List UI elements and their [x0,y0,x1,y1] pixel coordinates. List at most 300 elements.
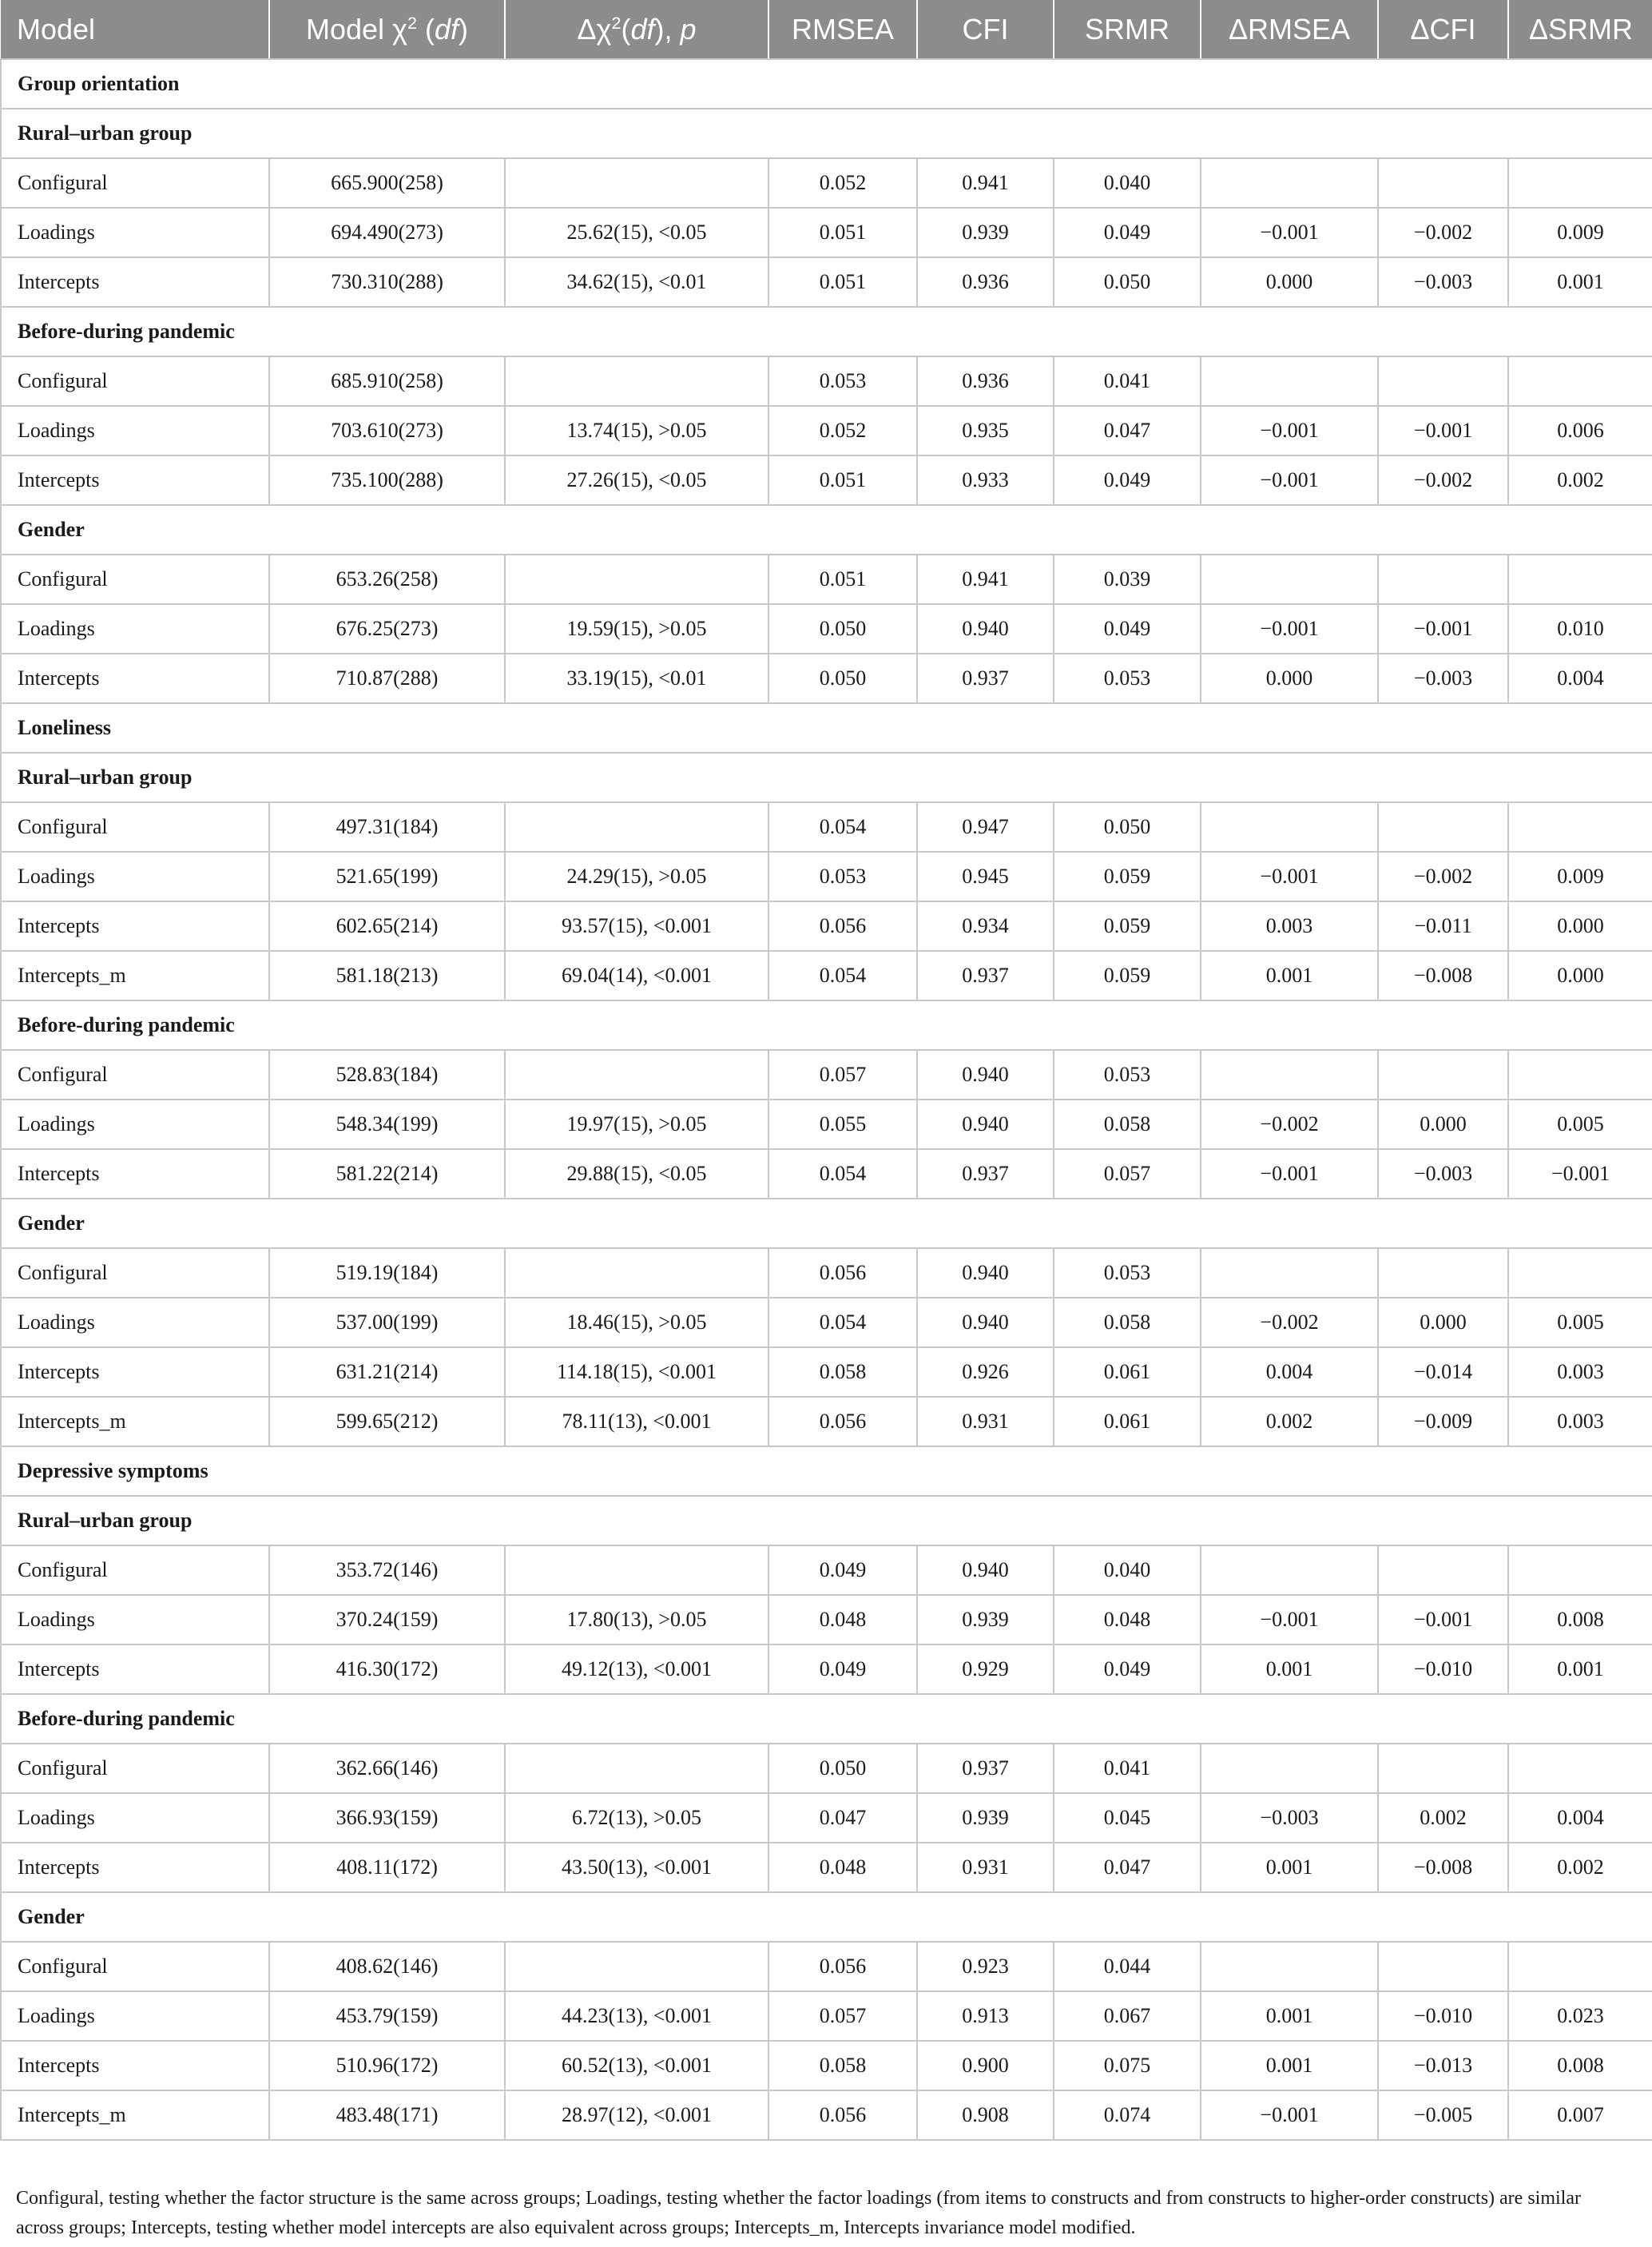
cell-delta: 19.59(15), >0.05 [505,604,768,654]
cell-chi: 581.22(214) [269,1149,505,1199]
cell-d-srmr [1508,555,1652,604]
header-model-chi-square: Model $\chi^2$ (df) [269,0,505,59]
cell-srmr: 0.059 [1054,901,1201,951]
header-delta-rmsea: ΔRMSEA [1201,0,1378,59]
cell-d-srmr: 0.001 [1508,257,1652,307]
cell-chi: 703.610(273) [269,406,505,455]
cell-cfi: 0.926 [917,1347,1054,1397]
header-rmsea: RMSEA [768,0,917,59]
cell-d-cfi: −0.001 [1378,604,1508,654]
cell-rmsea: 0.049 [768,1644,917,1694]
cell-model: Intercepts_m [1,2090,269,2140]
cell-d-cfi [1378,158,1508,208]
cell-d-rmsea: −0.001 [1201,2090,1378,2140]
cell-delta [505,1248,768,1298]
cell-cfi: 0.940 [917,1248,1054,1298]
section-header-row [1,109,1652,158]
cell-d-cfi: −0.013 [1378,2041,1508,2090]
cell-d-srmr: 0.007 [1508,2090,1652,2140]
cell-rmsea: 0.054 [768,802,917,852]
cell-d-rmsea: 0.003 [1201,901,1378,951]
cell-d-rmsea: 0.001 [1201,2041,1378,2090]
cell-model: Configural [1,802,269,852]
cell-cfi: 0.940 [917,1298,1054,1347]
cell-cfi: 0.940 [917,1545,1054,1595]
section-header-row [1,505,1652,555]
cell-d-rmsea: 0.001 [1201,1991,1378,2041]
cell-chi: 497.31(184) [269,802,505,852]
cell-cfi: 0.936 [917,257,1054,307]
cell-chi: 631.21(214) [269,1347,505,1397]
cell-d-cfi [1378,1248,1508,1298]
cell-d-srmr: 0.004 [1508,1793,1652,1843]
cell-d-srmr: 0.010 [1508,604,1652,654]
cell-model: Configural [1,555,269,604]
cell-rmsea: 0.056 [768,1397,917,1446]
section-header-row [1,1446,1652,1496]
cell-d-cfi: −0.014 [1378,1347,1508,1397]
cell-delta: 69.04(14), <0.001 [505,951,768,1000]
cell-d-srmr: 0.000 [1508,901,1652,951]
cell-d-rmsea [1201,1744,1378,1793]
header-chi-df: df [434,12,459,46]
header-delta-p: p [680,12,697,46]
header-cfi: CFI [917,0,1054,59]
table-row [1,1545,1652,1595]
cell-d-rmsea: −0.001 [1201,1595,1378,1644]
header-delta-chi-square: $\Delta\chi^2(df)$, p [505,0,768,59]
cell-cfi: 0.945 [917,852,1054,901]
section-label: Before-during pandemic [1,1000,1652,1050]
table-row [1,1644,1652,1694]
cell-d-srmr [1508,1545,1652,1595]
cell-rmsea: 0.052 [768,158,917,208]
cell-model: Intercepts [1,1347,269,1397]
cell-d-srmr [1508,1744,1652,1793]
section-header-row [1,753,1652,802]
cell-d-cfi [1378,802,1508,852]
cell-rmsea: 0.054 [768,951,917,1000]
cell-srmr: 0.059 [1054,852,1201,901]
section-header-row [1,703,1652,753]
cell-srmr: 0.040 [1054,158,1201,208]
cell-model: Intercepts [1,455,269,505]
header-delta-srmr: ΔSRMR [1508,0,1652,59]
table-row [1,1347,1652,1397]
cell-rmsea: 0.050 [768,1744,917,1793]
cell-chi: 366.93(159) [269,1793,505,1843]
cell-d-cfi: −0.003 [1378,1149,1508,1199]
cell-model: Configural [1,1248,269,1298]
cell-model: Intercepts_m [1,1397,269,1446]
cell-chi: 519.19(184) [269,1248,505,1298]
cell-cfi: 0.923 [917,1942,1054,1991]
cell-d-srmr: 0.002 [1508,455,1652,505]
cell-d-cfi: −0.003 [1378,654,1508,703]
cell-chi: 416.30(172) [269,1644,505,1694]
cell-d-cfi [1378,555,1508,604]
cell-model: Intercepts [1,654,269,703]
section-label: Gender [1,505,1652,555]
table-row [1,2090,1652,2140]
cell-d-rmsea [1201,158,1378,208]
cell-rmsea: 0.057 [768,1050,917,1100]
cell-cfi: 0.940 [917,1050,1054,1100]
cell-d-srmr: 0.005 [1508,1298,1652,1347]
cell-d-cfi: 0.002 [1378,1793,1508,1843]
cell-model: Configural [1,158,269,208]
cell-chi: 694.490(273) [269,208,505,257]
cell-rmsea: 0.053 [768,852,917,901]
cell-chi: 453.79(159) [269,1991,505,2041]
cell-model: Configural [1,356,269,406]
table-row [1,555,1652,604]
cell-d-rmsea: −0.003 [1201,1793,1378,1843]
cell-d-cfi [1378,356,1508,406]
cell-cfi: 0.900 [917,2041,1054,2090]
cell-d-cfi: −0.002 [1378,852,1508,901]
table-row [1,406,1652,455]
table-row [1,1793,1652,1843]
section-header-row [1,1694,1652,1744]
cell-rmsea: 0.057 [768,1991,917,2041]
cell-srmr: 0.053 [1054,1248,1201,1298]
cell-cfi: 0.935 [917,406,1054,455]
table-row [1,1248,1652,1298]
cell-cfi: 0.939 [917,208,1054,257]
cell-rmsea: 0.058 [768,1347,917,1397]
cell-rmsea: 0.055 [768,1100,917,1149]
cell-d-srmr [1508,1942,1652,1991]
cell-delta [505,555,768,604]
cell-d-rmsea [1201,1942,1378,1991]
cell-model: Intercepts [1,901,269,951]
cell-chi: 362.66(146) [269,1744,505,1793]
cell-model: Intercepts [1,1149,269,1199]
header-srmr: SRMR [1054,0,1201,59]
cell-rmsea: 0.052 [768,406,917,455]
cell-srmr: 0.053 [1054,1050,1201,1100]
table-header [1,0,1652,59]
cell-chi: 602.65(214) [269,901,505,951]
cell-rmsea: 0.048 [768,1595,917,1644]
cell-d-rmsea: −0.002 [1201,1100,1378,1149]
cell-srmr: 0.057 [1054,1149,1201,1199]
header-chi-superscript: 2 [407,12,417,33]
cell-d-rmsea: −0.001 [1201,208,1378,257]
section-header-row [1,1496,1652,1545]
table-footnote: Configural, testing whether the factor structure is the same across groups; Loadings, testing whether the factor loadings (from items to constructs and from constructs to higher-order constructs) are similar across groups; Intercepts, testing whether model intercepts are also equivalent across groups; Intercepts_m, Intercepts invariance model modified. [16,2188,1581,2238]
cell-chi: 353.72(146) [269,1545,505,1595]
cell-srmr: 0.045 [1054,1793,1201,1843]
cell-d-rmsea: −0.001 [1201,1149,1378,1199]
header-delta-df: df [630,12,655,46]
cell-chi: 370.24(159) [269,1595,505,1644]
cell-rmsea: 0.056 [768,2090,917,2140]
cell-cfi: 0.939 [917,1595,1054,1644]
cell-model: Loadings [1,1595,269,1644]
section-header-row [1,1000,1652,1050]
cell-srmr: 0.040 [1054,1545,1201,1595]
cell-d-srmr: 0.008 [1508,1595,1652,1644]
cell-delta: 34.62(15), <0.01 [505,257,768,307]
cell-d-rmsea [1201,1545,1378,1595]
cell-d-cfi: −0.005 [1378,2090,1508,2140]
cell-cfi: 0.929 [917,1644,1054,1694]
table-row [1,1991,1652,2041]
cell-srmr: 0.039 [1054,555,1201,604]
table-row [1,1149,1652,1199]
cell-rmsea: 0.051 [768,208,917,257]
cell-model: Configural [1,1744,269,1793]
cell-cfi: 0.934 [917,901,1054,951]
table-row [1,257,1652,307]
section-label: Depressive symptoms [1,1446,1652,1496]
cell-chi: 665.900(258) [269,158,505,208]
cell-delta [505,802,768,852]
cell-d-srmr: 0.009 [1508,852,1652,901]
cell-d-cfi: −0.010 [1378,1644,1508,1694]
header-row [1,0,1652,59]
cell-rmsea: 0.058 [768,2041,917,2090]
cell-rmsea: 0.050 [768,654,917,703]
cell-srmr: 0.067 [1054,1991,1201,2041]
cell-model: Configural [1,1942,269,1991]
cell-delta [505,356,768,406]
cell-chi: 537.00(199) [269,1298,505,1347]
cell-chi: 528.83(184) [269,1050,505,1100]
cell-delta: 44.23(13), <0.001 [505,1991,768,2041]
cell-chi: 676.25(273) [269,604,505,654]
cell-delta [505,1050,768,1100]
table-row [1,951,1652,1000]
cell-srmr: 0.050 [1054,257,1201,307]
cell-delta: 29.88(15), <0.05 [505,1149,768,1199]
cell-d-cfi: −0.009 [1378,1397,1508,1446]
cell-model: Loadings [1,208,269,257]
header-model: Model [1,0,269,59]
table-row [1,356,1652,406]
cell-d-cfi [1378,1942,1508,1991]
cell-model: Loadings [1,852,269,901]
table-row [1,1744,1652,1793]
table-row [1,1397,1652,1446]
cell-delta: 6.72(13), >0.05 [505,1793,768,1843]
table-row [1,852,1652,901]
section-label: Rural–urban group [1,109,1652,158]
cell-model: Loadings [1,1100,269,1149]
cell-srmr: 0.061 [1054,1397,1201,1446]
cell-d-srmr: 0.023 [1508,1991,1652,2041]
cell-srmr: 0.058 [1054,1298,1201,1347]
cell-d-rmsea: 0.001 [1201,1644,1378,1694]
cell-model: Intercepts [1,257,269,307]
cell-rmsea: 0.049 [768,1545,917,1595]
section-header-row [1,1892,1652,1942]
header-delta-label: Δχ [577,12,612,46]
cell-chi: 735.100(288) [269,455,505,505]
cell-cfi: 0.940 [917,1100,1054,1149]
cell-rmsea: 0.056 [768,1942,917,1991]
cell-srmr: 0.049 [1054,604,1201,654]
table-row [1,1100,1652,1149]
cell-cfi: 0.933 [917,455,1054,505]
cell-srmr: 0.047 [1054,1843,1201,1892]
cell-delta: 24.29(15), >0.05 [505,852,768,901]
section-label: Loneliness [1,703,1652,753]
cell-delta: 78.11(13), <0.001 [505,1397,768,1446]
cell-delta: 33.19(15), <0.01 [505,654,768,703]
cell-d-rmsea [1201,555,1378,604]
section-header-row [1,59,1652,109]
cell-rmsea: 0.051 [768,455,917,505]
cell-delta: 60.52(13), <0.001 [505,2041,768,2090]
cell-cfi: 0.937 [917,654,1054,703]
cell-d-srmr: 0.002 [1508,1843,1652,1892]
cell-d-rmsea: −0.002 [1201,1298,1378,1347]
cell-d-cfi: −0.008 [1378,1843,1508,1892]
cell-chi: 581.18(213) [269,951,505,1000]
cell-model: Loadings [1,1793,269,1843]
cell-d-cfi: −0.008 [1378,951,1508,1000]
cell-d-rmsea: −0.001 [1201,604,1378,654]
section-label: Before-during pandemic [1,1694,1652,1744]
cell-model: Intercepts [1,1644,269,1694]
cell-rmsea: 0.054 [768,1298,917,1347]
cell-rmsea: 0.051 [768,555,917,604]
table-row [1,1298,1652,1347]
cell-d-srmr [1508,158,1652,208]
cell-delta: 19.97(15), >0.05 [505,1100,768,1149]
cell-cfi: 0.937 [917,1149,1054,1199]
cell-d-srmr: 0.004 [1508,654,1652,703]
table-row [1,1942,1652,1991]
cell-chi: 653.26(258) [269,555,505,604]
table-row [1,901,1652,951]
cell-rmsea: 0.054 [768,1149,917,1199]
cell-srmr: 0.075 [1054,2041,1201,2090]
cell-d-cfi: −0.001 [1378,406,1508,455]
cell-srmr: 0.050 [1054,802,1201,852]
cell-rmsea: 0.056 [768,1248,917,1298]
cell-d-cfi: 0.000 [1378,1100,1508,1149]
section-header-row [1,307,1652,356]
cell-srmr: 0.053 [1054,654,1201,703]
cell-model: Loadings [1,1298,269,1347]
cell-chi: 408.62(146) [269,1942,505,1991]
header-chi-label: Model χ [306,12,407,46]
cell-srmr: 0.074 [1054,2090,1201,2140]
cell-d-srmr [1508,802,1652,852]
header-delta-superscript: 2 [611,12,621,33]
cell-cfi: 0.937 [917,951,1054,1000]
cell-d-srmr: 0.006 [1508,406,1652,455]
cell-srmr: 0.049 [1054,455,1201,505]
cell-delta [505,1942,768,1991]
cell-rmsea: 0.053 [768,356,917,406]
cell-d-srmr: 0.009 [1508,208,1652,257]
cell-srmr: 0.061 [1054,1347,1201,1397]
cell-delta: 25.62(15), <0.05 [505,208,768,257]
cell-d-rmsea: 0.000 [1201,257,1378,307]
section-label: Rural–urban group [1,753,1652,802]
cell-model: Loadings [1,1991,269,2041]
cell-d-srmr: 0.000 [1508,951,1652,1000]
cell-d-srmr: −0.001 [1508,1149,1652,1199]
table-row [1,1595,1652,1644]
cell-rmsea: 0.056 [768,901,917,951]
table-row [1,604,1652,654]
cell-d-rmsea: 0.001 [1201,1843,1378,1892]
cell-delta: 43.50(13), <0.001 [505,1843,768,1892]
cell-cfi: 0.931 [917,1843,1054,1892]
cell-d-srmr: 0.005 [1508,1100,1652,1149]
cell-chi: 685.910(258) [269,356,505,406]
cell-srmr: 0.049 [1054,208,1201,257]
cell-rmsea: 0.051 [768,257,917,307]
section-label: Rural–urban group [1,1496,1652,1545]
section-label: Gender [1,1892,1652,1942]
cell-rmsea: 0.047 [768,1793,917,1843]
cell-model: Intercepts_m [1,951,269,1000]
cell-d-cfi: 0.000 [1378,1298,1508,1347]
cell-model: Configural [1,1050,269,1100]
header-delta-separator: ), [654,12,681,46]
cell-cfi: 0.940 [917,604,1054,654]
cell-model: Intercepts [1,2041,269,2090]
cell-cfi: 0.936 [917,356,1054,406]
cell-srmr: 0.049 [1054,1644,1201,1694]
cell-cfi: 0.941 [917,158,1054,208]
cell-d-cfi: −0.003 [1378,257,1508,307]
cell-d-cfi: −0.002 [1378,208,1508,257]
cell-d-srmr [1508,356,1652,406]
cell-d-rmsea: −0.001 [1201,852,1378,901]
cell-d-srmr: 0.003 [1508,1347,1652,1397]
cell-d-cfi [1378,1545,1508,1595]
cell-chi: 521.65(199) [269,852,505,901]
cell-cfi: 0.931 [917,1397,1054,1446]
cell-d-cfi [1378,1744,1508,1793]
cell-delta [505,1545,768,1595]
cell-model: Configural [1,1545,269,1595]
cell-d-srmr [1508,1248,1652,1298]
cell-d-srmr [1508,1050,1652,1100]
cell-delta: 114.18(15), <0.001 [505,1347,768,1397]
cell-d-cfi [1378,1050,1508,1100]
cell-cfi: 0.913 [917,1991,1054,2041]
cell-d-rmsea: −0.001 [1201,455,1378,505]
cell-chi: 599.65(212) [269,1397,505,1446]
cell-chi: 548.34(199) [269,1100,505,1149]
cell-d-cfi: −0.011 [1378,901,1508,951]
cell-chi: 510.96(172) [269,2041,505,2090]
table-row [1,1050,1652,1100]
table-body [1,59,1652,2140]
cell-rmsea: 0.050 [768,604,917,654]
cell-delta [505,1744,768,1793]
cell-model: Intercepts [1,1843,269,1892]
cell-delta: 93.57(15), <0.001 [505,901,768,951]
section-label: Before-during pandemic [1,307,1652,356]
cell-chi: 483.48(171) [269,2090,505,2140]
cell-model: Loadings [1,604,269,654]
table-row [1,2041,1652,2090]
cell-d-cfi: −0.001 [1378,1595,1508,1644]
table-row [1,158,1652,208]
cell-d-srmr: 0.003 [1508,1397,1652,1446]
cell-d-cfi: −0.002 [1378,455,1508,505]
